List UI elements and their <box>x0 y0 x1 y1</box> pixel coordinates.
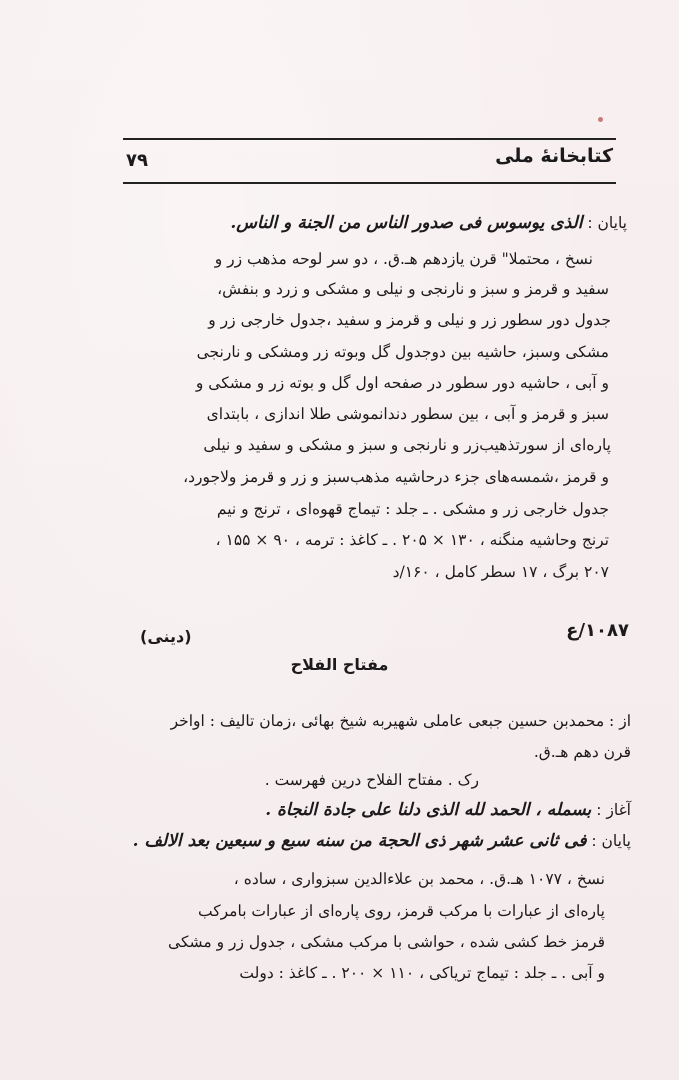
prev-description-line: ۲۰۷ برگ ، ۱۷ سطر کامل ، ۱۶۰/د <box>392 563 609 581</box>
description-line: پاره‌ای از عبارات با مرکب قرمز، روی پاره‌ای از عبارات بامرکب <box>198 902 605 920</box>
beginning-line <box>265 802 631 819</box>
prev-description-line: ترنج وحاشیه منگنه ، ۱۳۰ × ۲۰۵ . ـ کاغذ : ترمه ، ۹۰ × ۱۵۵ ، <box>215 531 609 549</box>
beginning-label: آغاز : <box>596 801 631 819</box>
description-line: قرمز خط کشی شده ، حواشی با مرکب مشکی ، جدول زر و مشکی <box>168 933 605 951</box>
prev-ending-line <box>230 215 627 232</box>
ending-label: پایان : <box>591 832 631 850</box>
library-name: کتابخانهٔ ملی <box>495 145 613 167</box>
prev-description-line: نسخ ، محتملا" قرن یازدهم هـ.ق. ، دو سر لوحه مذهب زر و <box>214 250 593 268</box>
prev-description-line: پاره‌ای از سورتذهیب‌زر و نارنجی و سبز و مشکی و سفید و نیلی <box>203 436 611 454</box>
prev-description-line: مشکی وسبز، حاشیه بین دوجدول گل وبوته زر ومشکی و نارنجی <box>196 343 609 361</box>
author-line: از : محمدبن حسین جبعی عاملی شهیربه شیخ بهائی ،زمان تالیف : اواخر <box>170 712 631 730</box>
prev-description-line: جدول دور سطور زر و نیلی و قرمز و سفید ،جدول خارجی زر و <box>208 311 611 329</box>
see-also-line: رک . مفتاح الفلاح درین فهرست . <box>264 771 479 789</box>
prev-description-line: جدول خارجی زر و مشکی . ـ جلد : تیماج قهوه‌ای ، ترنج و نیم <box>216 500 609 518</box>
ending-label: پایان : <box>587 214 627 232</box>
prev-description-line: سبز و قرمز و آبی ، بین سطور دندانموشی طلا اندازی ، بابتدای <box>206 405 609 423</box>
ending-text: الذی یوسوس فی صدور الناس من الجنة و الناس. <box>230 213 583 233</box>
prev-description-line: و قرمز ،شمسه‌های جزء درحاشیه مذهب‌سبز و زر و قرمز ولاجورد، <box>183 468 609 486</box>
ending-text: فی ثانی عشر شهر ذی الحجة من سنه سبع و سبعین بعد الالف . <box>132 831 587 851</box>
author-line: قرن دهم هـ.ق. <box>533 743 631 761</box>
entry-title: مفتاح الفلاح <box>290 655 389 674</box>
beginning-text: بسمله ، الحمد لله الذی دلنا علی جادة النجاة . <box>265 800 592 820</box>
ending-line <box>133 833 631 850</box>
ink-spot <box>598 117 603 122</box>
header-rule-bottom <box>123 182 616 184</box>
prev-description-line: و آبی ، حاشیه دور سطور در صفحه اول گل و بوته زر و مشکی و <box>195 374 609 392</box>
description-line: نسخ ، ۱۰۷۷ هـ.ق. ، محمد بن علاءالدین سبزواری ، ساده ، <box>233 870 605 888</box>
entry-number: ۱۰۸۷/ع <box>566 620 629 641</box>
prev-description-line: سفید و قرمز و سبز و نارنجی و نیلی و مشکی و زرد و بنفش، <box>217 280 609 298</box>
entry-category: (دینی) <box>140 627 192 646</box>
header-rule-top <box>123 138 616 140</box>
description-line: و آبی . ـ جلد : تیماج تریاکی ، ۱۱۰ × ۲۰۰ . ـ کاغذ : دولت <box>239 964 605 982</box>
page-number: ۷۹ <box>126 150 148 171</box>
